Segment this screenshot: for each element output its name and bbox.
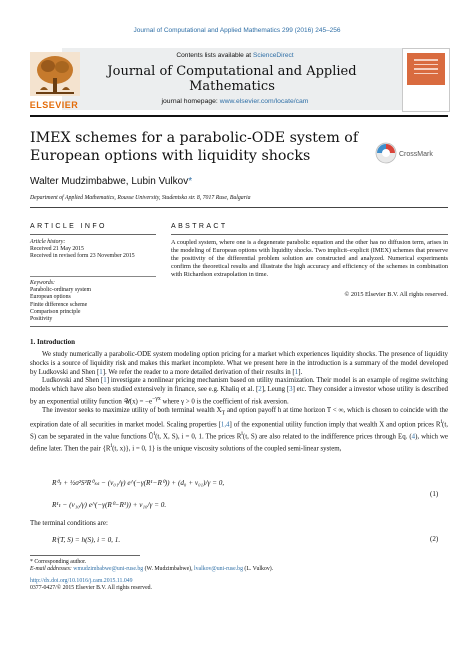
paragraph-2: Ludkovski and Shen [1] investigate a nonlinear pricing mechanism based on utility maximization. Their model is an example of regime switching models which have also been studied extensively in finance, see e.g. Khaliq et al. [2], Leung [3] etc. They consider a investor whose utility is described by an exponential utility function 𝒰(x) = $-e^{-\gamma x}$ where γ > 0 is the coefficient of risk aversion. [30,377,448,406]
crossmark-badge[interactable] [375,140,445,166]
contents-prefix: Contents lists available at [176,52,253,59]
contents-line [90,52,380,59]
ref-link[interactable]: 1 [103,377,107,385]
publisher-logo-text: ELSEVIER [29,100,79,110]
elsevier-tree-logo [30,52,80,106]
keyword-item: Positivity [30,316,53,323]
cover-image [407,53,445,85]
crossmark-label: CrossMark [399,151,433,158]
journal-citation: Journal of Computational and Applied Mathematics 299 (2016) 245–256 [133,27,341,34]
received-date: Received 21 May 2015 [30,246,84,253]
abstract-heading: ABSTRACT [171,223,228,230]
paragraph-3: The investor seeks to maximize utility of both terminal wealth $X_T$ and option payoff h at time horizon T < ∞, which is chosen to coincide with the expiration date of all securities in market model. Scaling properties [1,4] of the exponential utility function imply that wealth X and option prices $R^i(t$, S) can be separated in the value functions $Û^i(t$, X, S), i = 0, 1. The prices $R^i(t$, S) are also related to the indifference prices through Eq. (4), which we define later. Then the pair {$R^i(t$, x)}, i = 0, 1} is the unique viscosity solutions of the coupled semi-linear system, [30,407,448,453]
journal-name: Journal of Computational and Applied Mathematics [107,64,357,94]
ref-link[interactable]: 2 [258,386,262,394]
rule-below-affiliation [30,207,448,208]
keyword-item: Comparison principle [30,308,81,315]
abstract-copyright: © 2015 Elsevier B.V. All rights reserved. [344,291,448,298]
terminal-conditions-text: The terminal conditions are: [30,520,108,527]
footnote-corresponding: * Corresponding author. [30,559,87,565]
footnote-emails: E-mail addresses: wmudzimbabwe@uni-ruse.bg (W. Mudzimbabwe), lvalkov@uni-ruse.bg (L. Vulkov). [30,566,274,572]
history-label: Article history: [30,239,66,245]
corresponding-author-mark[interactable]: * [188,176,193,187]
article-title: IMEX schemes for a parabolic-ODE system of European options with liquidity shocks [30,130,359,164]
paragraph-1: We study numerically a parabolic-ODE system modeling option pricing for a market which experiences liquidity shocks. The presence of liquidity shocks is a source of liquidity risk and makes this market incomplete. What we present here in the introduction is a summary of the model developed by Ludkovski and Shen [1]. We refer the reader to a more detailed derivation of their results in [1]. [30,351,448,376]
article-info-rule [30,234,156,235]
article-info-heading: ARTICLE INFO [30,223,107,230]
header-rule [30,115,448,117]
affiliation: Department of Applied Mathematics, Rousse University, Studentska str. 8, 7017 Ruse, Bulgaria [30,195,251,201]
section-heading-introduction: 1. Introduction [30,338,75,346]
author-list [30,176,192,187]
abstract-text: A coupled system, where one is a degenerate parabolic equation and the other has no diffusion term, arises in the modeling of European options with liquidity shocks. Two implicit–explicit (IMEX) schemes that preserve the positivity of the differential problem solution are constructed and analyzed. Numerical experiments confirm the theoretical results and illustrate the high accuracy and efficiency of the schemes in combination with Richardson extrapolation in time. [171,239,448,278]
homepage-link[interactable]: www.elsevier.com/locate/cam [219,98,309,105]
doi-link[interactable]: http://dx.doi.org/10.1016/j.cam.2015.11.049 [30,578,133,584]
equation-1-line-2: R¹ₜ − (ν₁₀/γ) e^(−γ(R⁰−R¹)) + ν₁₀/γ = 0. [52,501,167,509]
sciencedirect-link[interactable]: ScienceDirect [252,52,294,59]
equation-1-line-1: R⁰ₜ + ½σ²S²R⁰ₛₛ − (ν₀₁/γ) e^(−γ(R¹−R⁰)) + (d₀ + ν₀₁)/γ = 0, [52,479,225,487]
rule-above-introduction [30,326,448,327]
keywords-rule [30,276,156,277]
article-history [30,239,158,261]
keyword-item: European options [30,294,71,301]
ref-link[interactable]: 1 [99,368,103,376]
email-link[interactable]: lvalkov@uni-ruse.bg [194,566,243,572]
introduction-body [30,351,448,455]
keyword-item: Parabolic-ordinary system [30,287,92,294]
keywords-label: Keywords: [30,280,55,286]
issn-line: 0377-0427/© 2015 Elsevier B.V. All rights reserved. [30,585,152,591]
homepage-prefix: journal homepage: [161,98,220,105]
email-link[interactable]: wmudzimbabwe@uni-ruse.bg [73,566,144,572]
abstract-rule [171,234,448,235]
keywords-block [30,280,158,323]
ref-link[interactable]: 3 [289,386,293,394]
revised-date: Received in revised form 23 November 2015 [30,253,135,260]
equation-2: Rⁱ(T, S) = h(S), i = 0, 1. [52,536,121,544]
author-names: Walter Mudzimbabwe, Lubin Vulkov [30,176,189,187]
ref-link[interactable]: 1 [294,368,299,376]
equation-1-number: (1) [430,490,439,498]
journal-cover-thumbnail [402,48,450,112]
equation-link[interactable]: 4 [411,433,416,441]
keyword-item: Finite difference scheme [30,301,88,308]
equation-2-number: (2) [430,535,439,543]
footnote-rule [30,555,140,556]
ref-link[interactable]: 1,4 [220,421,230,429]
journal-homepage-line [90,98,380,105]
